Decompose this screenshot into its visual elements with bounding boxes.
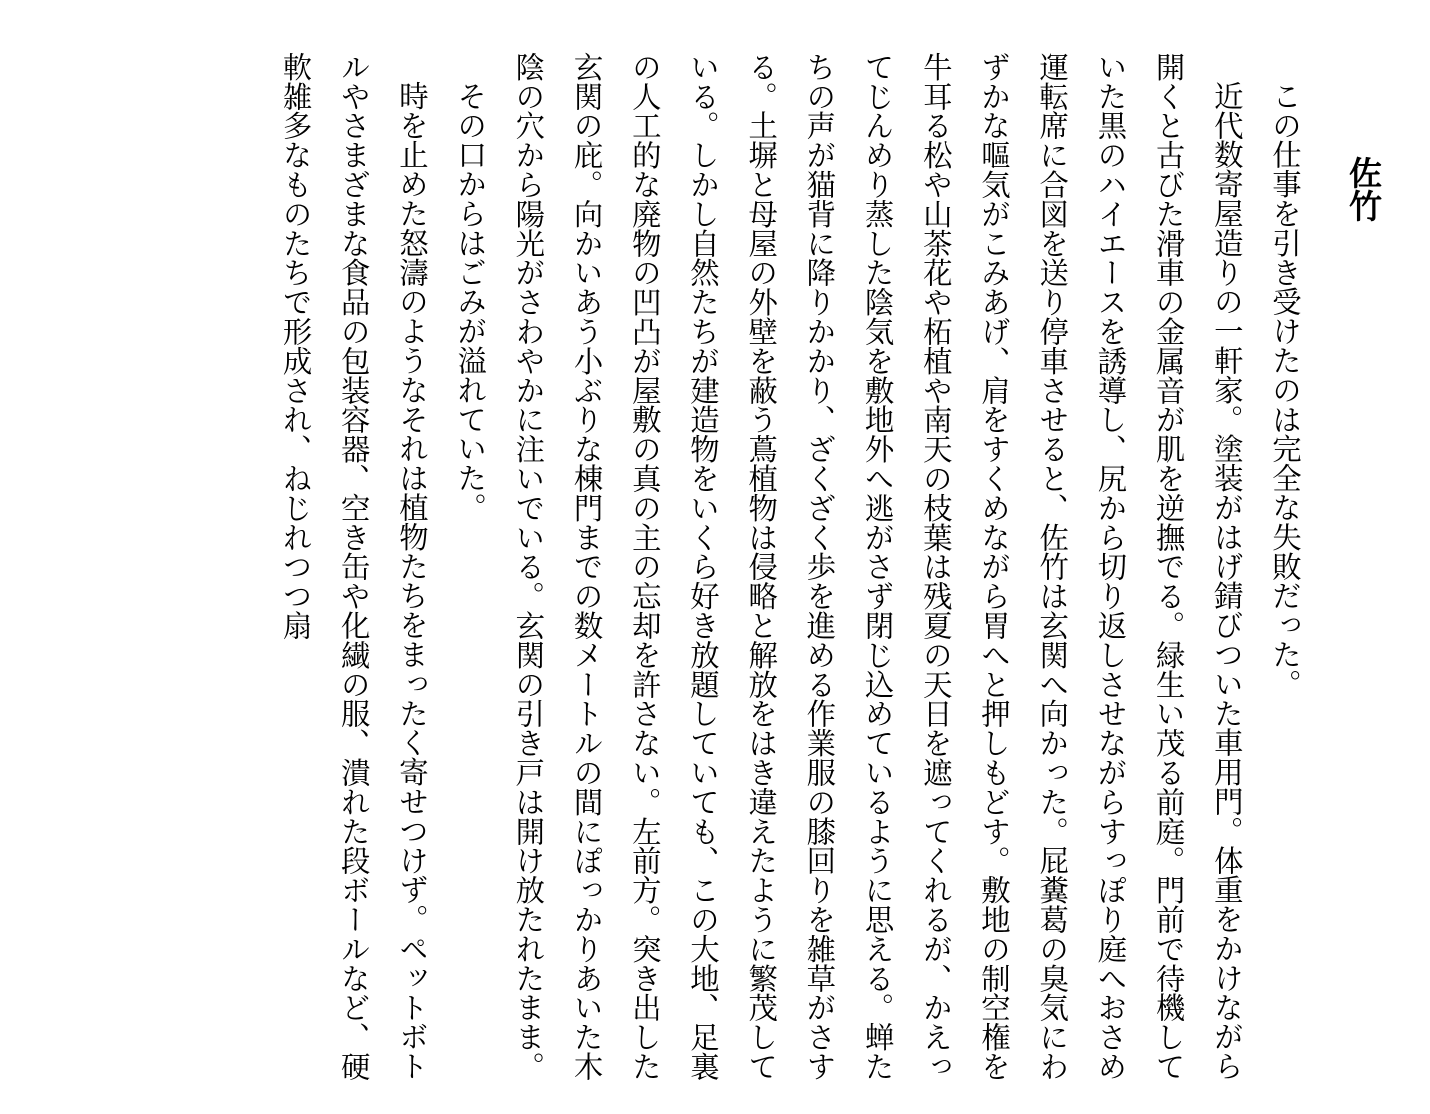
chapter-title: 佐竹: [1344, 156, 1383, 222]
paragraph: この仕事を引き受けたのは完全な失敗だった。: [1268, 81, 1302, 699]
paragraph: 時を止めた怒濤のようなそれは植物たちをまったく寄せつけず。ペットボトルやさまざまな食品の包装容器、空き缶や化繊の服、潰れた段ボールなど、硬軟雑多なものたちで形成され、ねじれつつ扇: [278, 52, 429, 1081]
body-text: [14, 52, 1314, 1092]
paragraph: その口からはごみが溢れていた。: [453, 81, 488, 523]
paragraph: 近代数寄屋造りの一軒家。塗装がはげ錆びついた車用門。体重をかけながら開くと古びた滑車の金属音が肌を逆撫でる。緑生い茂る前庭。門前で待機していた黒のハイエースを誘導し、尻から切り返しさせながらすっぽり庭へおさめ運転席に合図を送り停車させると、佐竹は玄関へ向かった。屁糞葛の臭気にわずかな嘔気がこみあげ、肩をすくめながら胃へと押しもどす。敷地の制空権を牛耳る松や山茶花や柘植や南天の枝葉は残夏の天日を遮ってくれるが、かえってじんめり蒸した陰気を敷地外へ逃がさず閉じ込めているように思える。蝉たちの声が猫背に降りかかり、ざくざく歩を進める作業服の膝回りを雑草がさする。土塀と母屋の外壁を蔽う蔦植物は侵略と解放をはき違えたように繁茂している。しかし自然たちが建造物をいくら好き放題していても、この大地、足裏の人工的な廃物の凹凸が屋敷の真の主の忘却を許さない。左前方。突き出した玄関の庇。向かいあう小ぶりな棟門までの数メートルの間にぽっかりあいた木陰の穴から陽光がさわやかに注いでいる。玄関の引き戸は開け放たれたまま。: [511, 52, 1244, 1081]
